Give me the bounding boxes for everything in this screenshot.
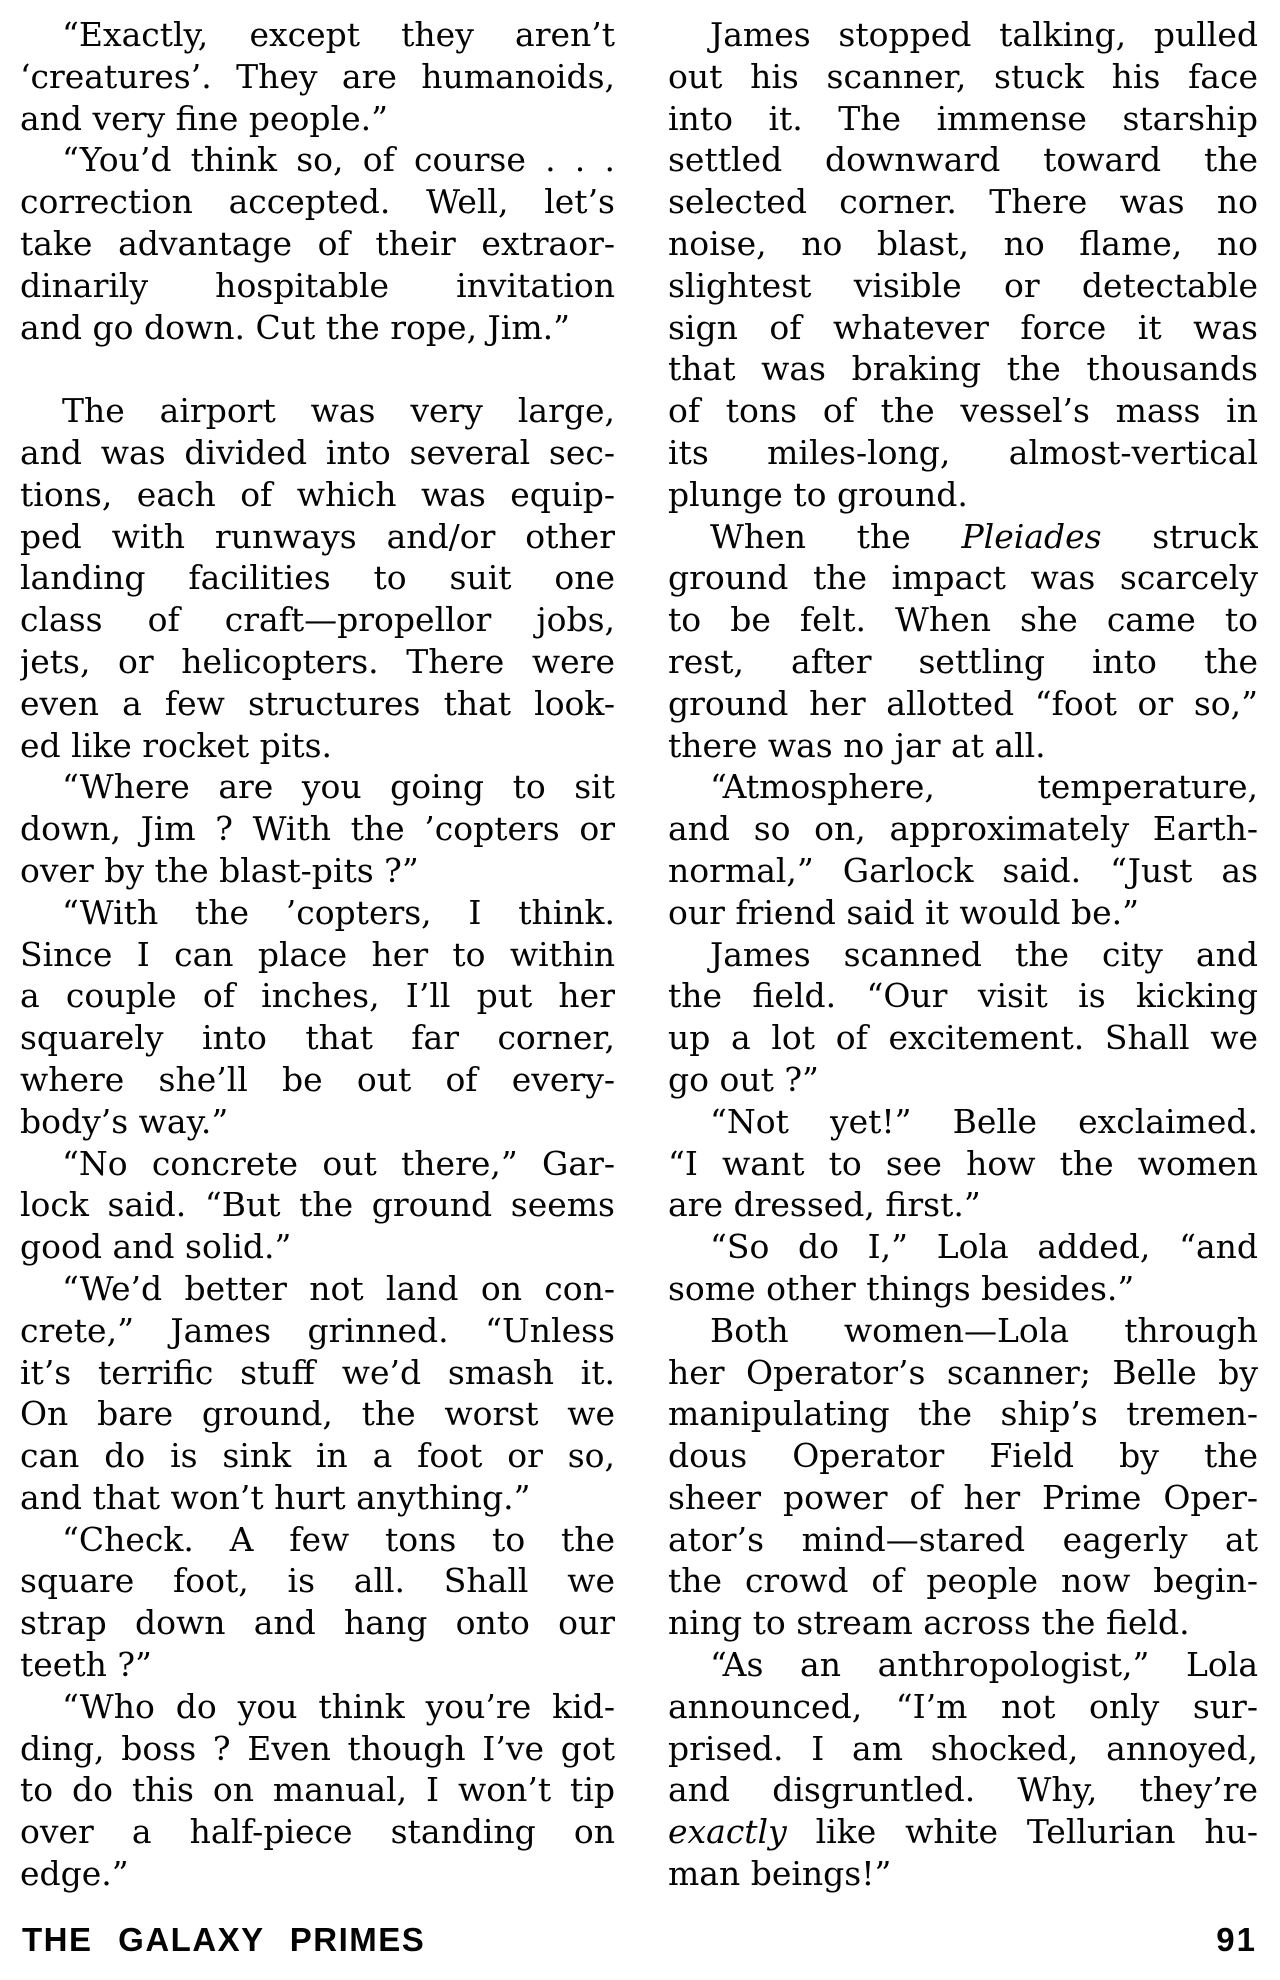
text-line: “So do I,” Lola added, “and — [710, 1227, 1258, 1267]
text-line: and very fine people.” — [20, 98, 388, 138]
text-line: ning to stream across the field. — [668, 1603, 1190, 1643]
text-line: some other things besides.” — [668, 1268, 1135, 1308]
text-line: over by the blast-pits ?” — [20, 850, 419, 890]
text-line — [668, 516, 1258, 558]
text-line: “With the ’copters, I think. — [62, 892, 615, 932]
text-line: announced, “I’m not only sur- — [668, 1686, 1258, 1726]
text-line: over a half-piece standing on — [20, 1812, 615, 1852]
text-line: tions, each of which was equip- — [20, 474, 615, 514]
text-line: On bare ground, the worst we — [20, 1394, 615, 1434]
text-line: and was divided into several sec- — [20, 432, 615, 472]
page-number: 91 — [1216, 1921, 1257, 1958]
text-line: “Exactly, except they aren’t — [62, 15, 615, 54]
text-line: sheer power of her Prime Oper- — [668, 1477, 1258, 1517]
text-line: correction accepted. Well, let’s — [20, 182, 615, 222]
text-line: Since I can place her to within — [20, 934, 615, 974]
text-line: square foot, is all. Shall we — [20, 1561, 615, 1601]
text-line: slightest visible or detectable — [668, 265, 1258, 305]
text-line: James scanned the city and — [710, 934, 1258, 974]
text-line: “Where are you going to sit — [62, 767, 615, 807]
text-line: squarely into that far corner, — [20, 1018, 615, 1058]
text-line: and disgruntled. Why, they’re — [668, 1770, 1258, 1810]
text-line: James stopped talking, pulled — [710, 15, 1258, 54]
text-line: body’s way.” — [20, 1101, 229, 1141]
text-line: and that won’t hurt anything.” — [20, 1477, 531, 1517]
text-line: and go down. Cut the rope, Jim.” — [20, 307, 570, 347]
text-line: take advantage of their extraor- — [20, 223, 615, 263]
text-line: ator’s mind—stared eagerly at — [668, 1519, 1258, 1559]
text-line: there was no jar at all. — [668, 725, 1046, 765]
text-line: the crowd of people now begin- — [668, 1561, 1258, 1601]
text-line: ped with runways and/or other — [20, 516, 615, 556]
text-line: even a few structures that look- — [20, 683, 615, 723]
text-line: down, Jim ? With the ’copters or — [20, 809, 615, 849]
text-line: “Who do you think you’re kid- — [62, 1686, 615, 1726]
text-line: “No concrete out there,” Gar- — [62, 1143, 615, 1183]
text-line: of tons of the vessel’s mass in — [668, 391, 1258, 431]
text-line: noise, no blast, no flame, no — [668, 223, 1258, 263]
text-line: strap down and hang onto our — [20, 1603, 615, 1643]
text-line: and so on, approximately Earth- — [668, 809, 1258, 849]
text-line — [668, 1811, 1258, 1853]
text-line: “We’d better not land on con- — [62, 1268, 615, 1308]
text-line: normal,” Garlock said. “Just as — [668, 850, 1258, 890]
text-line: selected corner. There was no — [668, 182, 1258, 222]
page-footer — [22, 1921, 1257, 1959]
text-line: teeth ?” — [20, 1645, 152, 1685]
text-line: ed like rocket pits. — [20, 725, 333, 765]
text-line: crete,” James grinned. “Unless — [20, 1310, 615, 1350]
text-line: are dressed, first.” — [668, 1185, 981, 1225]
text-line: edge.” — [20, 1854, 129, 1894]
text-line: Both women—Lola through — [710, 1310, 1258, 1350]
text-line: sign of whatever force it was — [668, 307, 1258, 347]
text-line: class of craft—propellor jobs, — [20, 600, 615, 640]
text-line: the field. “Our visit is kicking — [668, 976, 1258, 1016]
text-line: rest, after settling into the — [668, 641, 1258, 681]
text-column-left — [20, 14, 615, 1895]
text-line: ding, boss ? Even though I’ve got — [20, 1728, 615, 1768]
running-title: THE GALAXY PRIMES — [22, 1921, 426, 1958]
text-line: dinarily hospitable invitation — [20, 265, 615, 305]
text-line: manipulating the ship’s tremen- — [668, 1394, 1258, 1434]
text-line: a couple of inches, I’ll put her — [20, 976, 615, 1016]
text-line: man beings!” — [668, 1854, 892, 1894]
text-line: to be felt. When she came to — [668, 600, 1258, 640]
text-line: “Atmosphere, temperature, — [710, 767, 1258, 807]
text-column-right — [668, 14, 1258, 1895]
text-line: The airport was very large, — [62, 391, 615, 431]
text-line: it’s terrific stuff we’d smash it. — [20, 1352, 615, 1392]
text-segment: When the — [710, 516, 962, 556]
text-line: “Not yet!” Belle exclaimed. — [710, 1101, 1258, 1141]
text-line: that was braking the thousands — [668, 349, 1258, 389]
text-line: its miles-long, almost-vertical — [668, 432, 1258, 472]
text-line: into it. The immense starship — [668, 98, 1258, 138]
text-line: “You’d think so, of course . . . — [62, 140, 615, 180]
text-line: her Operator’s scanner; Belle by — [668, 1352, 1258, 1392]
text-line: ‘creatures’. They are humanoids, — [20, 56, 615, 96]
text-line: ground the impact was scarcely — [668, 558, 1258, 598]
text-segment: like white Tellurian hu- — [786, 1812, 1258, 1852]
text-line: settled downward toward the — [668, 140, 1258, 180]
text-line: ground her allotted “foot or so,” — [668, 683, 1258, 723]
text-line: to do this on manual, I won’t tip — [20, 1770, 615, 1810]
text-line: good and solid.” — [20, 1227, 292, 1267]
italic-text-segment: exactly — [668, 1812, 787, 1852]
text-line: where she’ll be out of every- — [20, 1059, 615, 1099]
text-line: “As an anthropologist,” Lola — [710, 1645, 1258, 1685]
text-line: “Check. A few tons to the — [62, 1519, 615, 1559]
text-line: can do is sink in a foot or so, — [20, 1436, 615, 1476]
text-line: dous Operator Field by the — [668, 1436, 1258, 1476]
text-line: “I want to see how the women — [668, 1143, 1258, 1183]
text-line: prised. I am shocked, annoyed, — [668, 1728, 1258, 1768]
text-line: landing facilities to suit one — [20, 558, 615, 598]
text-line: lock said. “But the ground seems — [20, 1185, 615, 1225]
text-segment: struck — [1101, 516, 1258, 556]
text-line: jets, or helicopters. There were — [20, 641, 615, 681]
italic-text-segment: Pleiades — [961, 516, 1102, 556]
text-line: plunge to ground. — [668, 474, 968, 514]
text-line: go out ?” — [668, 1059, 819, 1099]
text-line: out his scanner, stuck his face — [668, 56, 1258, 96]
text-line: up a lot of excitement. Shall we — [668, 1018, 1258, 1058]
text-line: our friend said it would be.” — [668, 892, 1139, 932]
